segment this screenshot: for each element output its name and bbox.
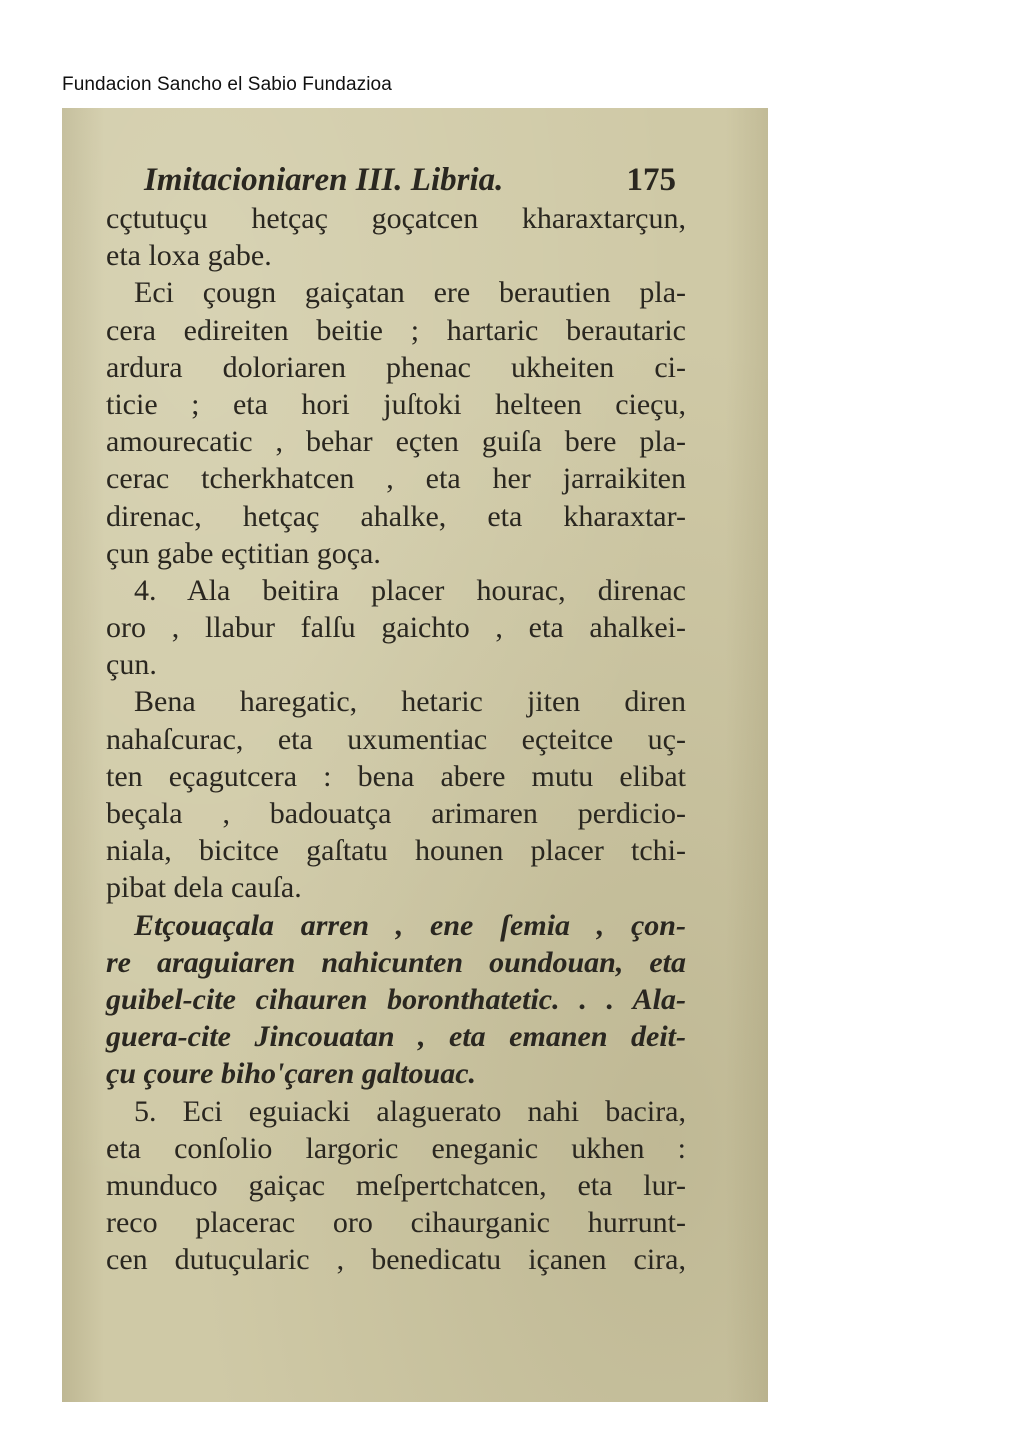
- text-line: guera-cite Jincouatan , eta emanen deit-: [106, 1020, 686, 1054]
- text-line: reco placerac oro cihaurganic hurrunt-: [106, 1206, 686, 1240]
- text-line: direnac, hetçaç ahalke, eta kharaxtar-: [106, 499, 686, 533]
- text-line: re araguiaren nahicunten oundouan, eta: [106, 945, 686, 979]
- text-line: ten eçagutcera : bena abere mutu elibat: [106, 759, 686, 793]
- page-number: 175: [626, 162, 676, 198]
- text-line: nahaſcurac, eta uxumentiac eçteitce uç-: [106, 722, 686, 756]
- text-line: ticie ; eta hori juſtoki helteen cieçu,: [106, 387, 686, 421]
- text-line: Eci çougn gaiçatan ere berautien pla-: [134, 276, 686, 310]
- text-line: çun gabe eçtitian goça.: [106, 536, 381, 570]
- text-line: niala, bicitce gaſtatu hounen placer tchi-: [106, 834, 686, 868]
- text-line: çun.: [106, 648, 157, 682]
- running-head-title: Imitacioniaren III. Libria.: [144, 162, 504, 198]
- scanned-book-page: [62, 108, 768, 1402]
- running-head: [106, 160, 686, 200]
- text-line: ardura doloriaren phenac ukheiten ci-: [106, 350, 686, 384]
- text-line: cerac tcherkhatcen , eta her jarraikiten: [106, 462, 686, 496]
- source-credit: Fundacion Sancho el Sabio Fundazioa: [62, 74, 392, 95]
- text-line: Bena haregatic, hetaric jiten diren: [134, 685, 686, 719]
- text-line: 4. Ala beitira placer hourac, direnac: [134, 573, 686, 607]
- text-line: cera edireiten beitie ; hartaric berautaric: [106, 313, 686, 347]
- text-line: Etçouaçala arren , ene ſemia , çon-: [134, 908, 686, 942]
- text-line: cçtutuçu hetçaç goçatcen kharaxtarçun,: [106, 202, 686, 235]
- text-line: çu çoure biho'çaren galtouac.: [106, 1057, 477, 1091]
- text-line: oro , llabur falſu gaichto , eta ahalkei-: [106, 611, 686, 645]
- text-line: cen dutuçularic , benedicatu içanen cira,: [106, 1243, 686, 1277]
- text-line: beçala , badouatça arimaren perdicio-: [106, 797, 686, 830]
- text-line: amourecatic , behar eçten guiſa bere pla-: [106, 425, 686, 459]
- text-line: pibat dela cauſa.: [106, 871, 302, 905]
- text-line: munduco gaiçac meſpertchatcen, eta lur-: [106, 1168, 686, 1202]
- text-line: 5. Eci eguiacki alaguerato nahi bacira,: [134, 1094, 686, 1128]
- text-line: guibel-cite cihauren boronthatetic. . . Ala-: [106, 982, 686, 1016]
- text-line: eta conſolio largoric eneganic ukhen :: [106, 1131, 686, 1165]
- page-text-block: [106, 160, 686, 1278]
- text-line: eta loxa gabe.: [106, 239, 272, 273]
